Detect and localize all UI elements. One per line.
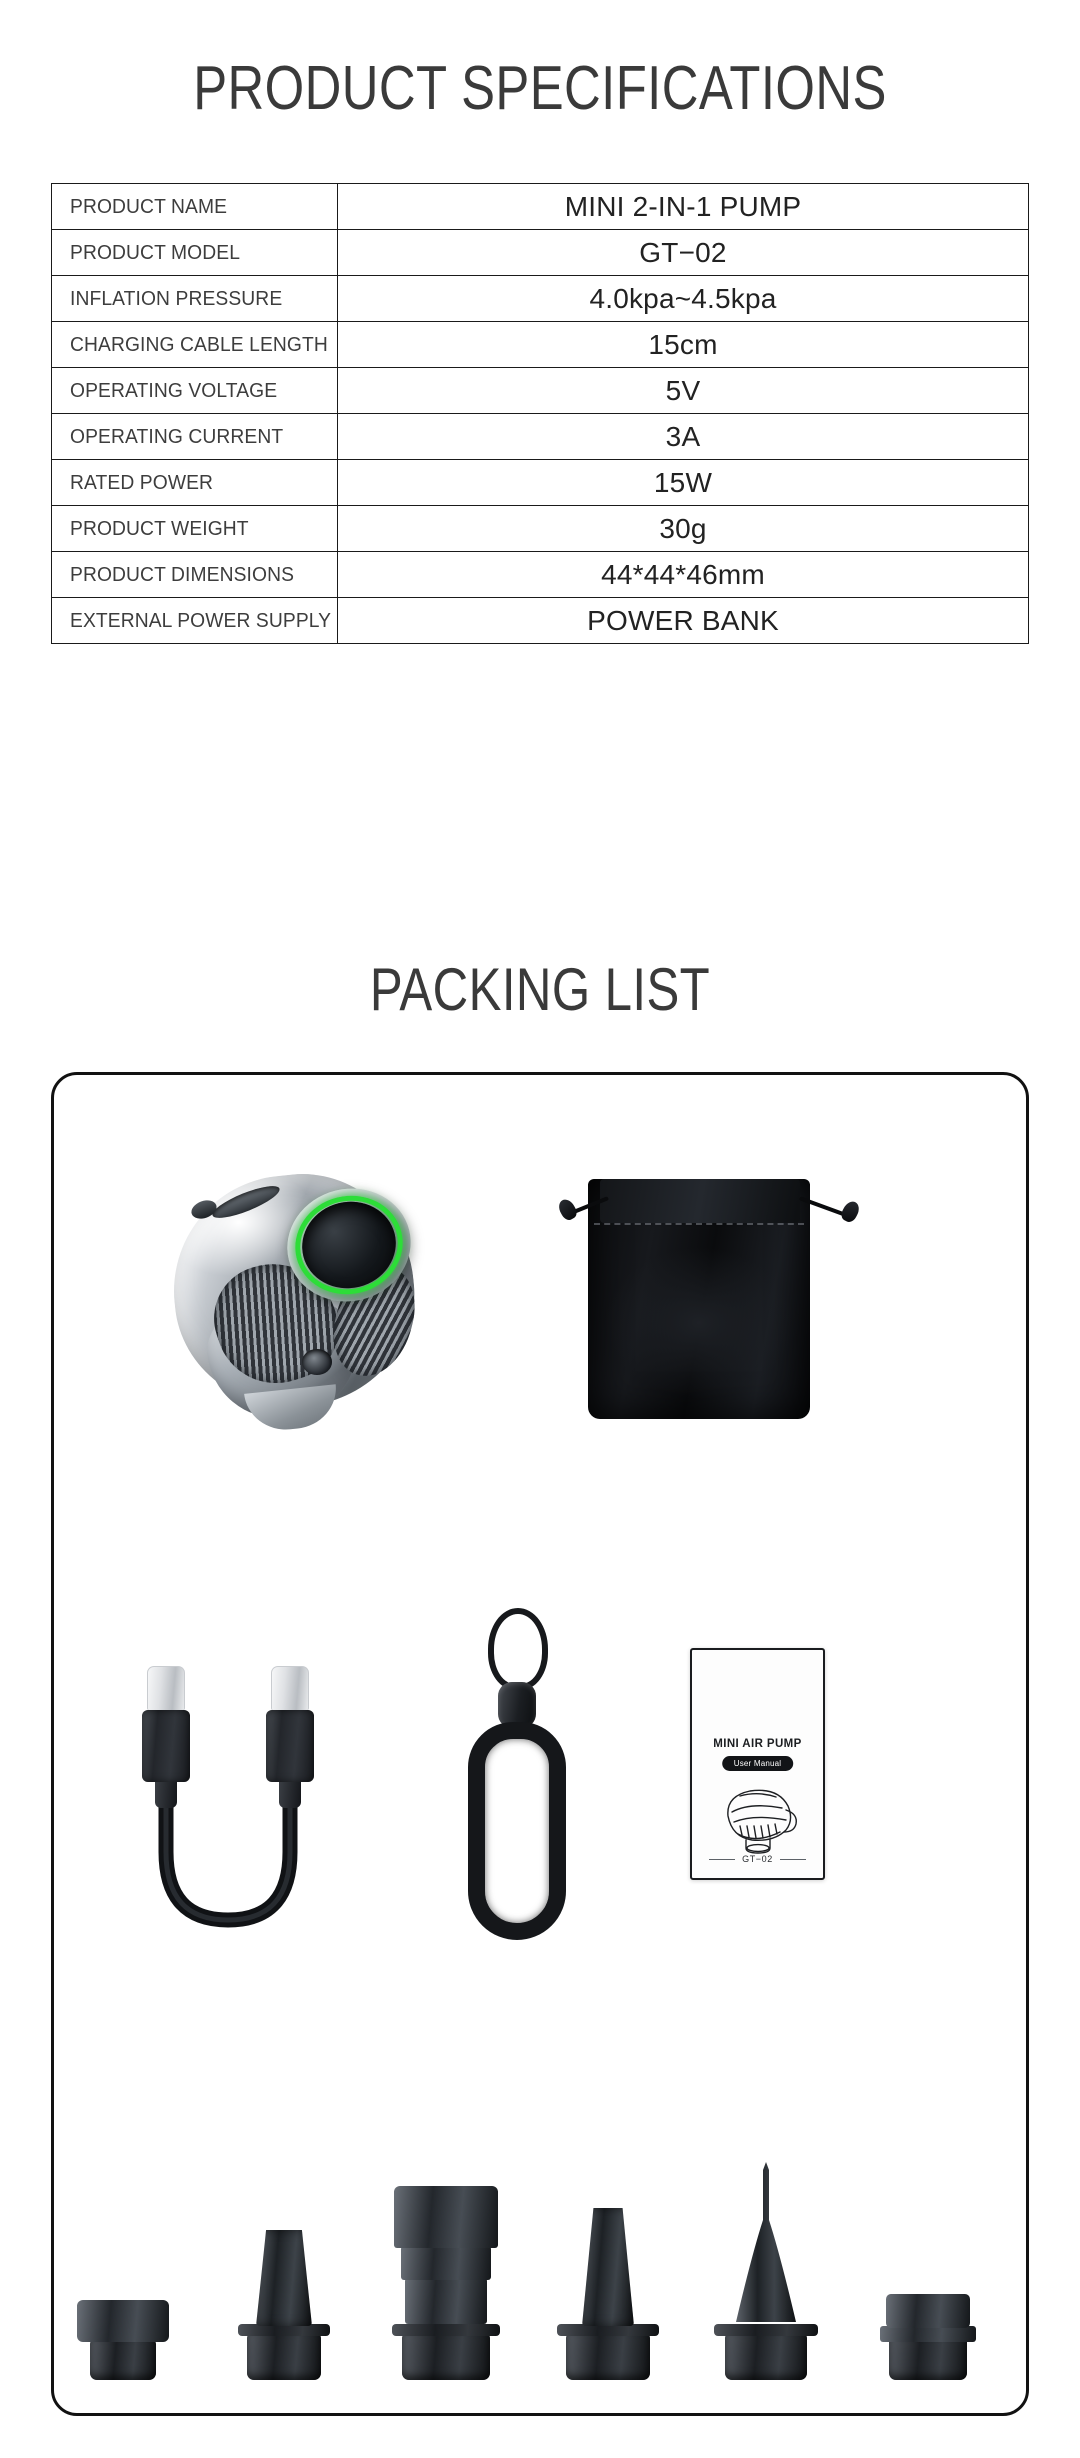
table-row <box>52 414 1029 460</box>
spec-key-label: OPERATING VOLTAGE <box>70 378 278 402</box>
nozzle-ring-stub <box>873 2260 983 2380</box>
nozzle-needle-thin <box>707 2130 825 2380</box>
spec-key-label: PRODUCT NAME <box>70 194 228 218</box>
table-row <box>52 460 1029 506</box>
nozzle-stepped-wide <box>381 2150 511 2380</box>
spec-key-cell <box>52 552 338 598</box>
manual-model-footer <box>692 1854 823 1864</box>
nozzle-step-middle <box>401 2246 491 2280</box>
nozzle-adapter-set-image <box>51 2120 1029 2380</box>
nozzle-step-lower <box>405 2278 487 2324</box>
spec-value-cell: MINI 2-IN-1 PUMP <box>338 184 1029 230</box>
velvet-storage-pouch-image <box>560 1145 860 1435</box>
nozzle-base <box>725 2334 807 2380</box>
spec-key-label: EXTERNAL POWER SUPPLY <box>70 608 332 632</box>
table-row <box>52 552 1029 598</box>
manual-rule-right <box>780 1859 806 1860</box>
manual-badge: User Manual <box>722 1756 794 1771</box>
manual-rule-left <box>709 1859 735 1860</box>
pouch-cord-tip-right <box>839 1199 862 1225</box>
spec-value-cell: 5V <box>338 368 1029 414</box>
manual-cover-card <box>690 1648 825 1880</box>
pump-air-port <box>293 1192 405 1298</box>
table-row <box>52 230 1029 276</box>
nozzle-tapered-narrow <box>549 2170 667 2380</box>
nozzle-needle-shape <box>734 2162 798 2326</box>
pump-power-button <box>302 1349 332 1375</box>
lanyard-strap-body <box>468 1722 566 1940</box>
nozzle-base <box>247 2334 321 2380</box>
table-row <box>52 322 1029 368</box>
nozzle-cone <box>256 2230 312 2326</box>
wrist-lanyard-image <box>430 1600 620 1950</box>
table-row <box>52 368 1029 414</box>
spec-key-cell <box>52 368 338 414</box>
nozzle-ring-head <box>886 2294 970 2328</box>
spec-value-cell: 44*44*46mm <box>338 552 1029 598</box>
usb-c-strain-relief <box>155 1782 177 1808</box>
mini-air-pump-image <box>150 1145 440 1435</box>
product-specifications-title: PRODUCT SPECIFICATIONS <box>193 54 887 123</box>
usb-c-housing <box>266 1710 314 1782</box>
usb-c-connector-left <box>142 1666 190 1808</box>
spec-value-cell: 3A <box>338 414 1029 460</box>
spec-key-cell <box>52 322 338 368</box>
spec-key-cell <box>52 276 338 322</box>
nozzle-base <box>402 2334 490 2380</box>
nozzle-base <box>889 2338 967 2380</box>
pump-base-nozzle <box>244 1384 340 1433</box>
nozzle-ring-flange <box>880 2326 976 2342</box>
pouch-cord-tip-left <box>556 1197 579 1223</box>
usb-c-housing <box>142 1710 190 1782</box>
packing-list-title: PACKING LIST <box>369 956 711 1023</box>
table-row <box>52 598 1029 644</box>
lanyard-top-loop <box>488 1608 548 1690</box>
user-manual-image <box>690 1648 910 1958</box>
spec-key-label: PRODUCT MODEL <box>70 240 241 264</box>
spec-key-label: CHARGING CABLE LENGTH <box>70 332 328 356</box>
spec-value-cell: GT−02 <box>338 230 1029 276</box>
usb-c-connector-right <box>266 1666 314 1808</box>
spec-key-label: OPERATING CURRENT <box>70 424 284 448</box>
manual-model-text: GT−02 <box>742 1854 773 1864</box>
nozzle-base <box>566 2334 650 2380</box>
nozzle-step-upper <box>394 2186 498 2248</box>
spec-key-label: RATED POWER <box>70 470 214 494</box>
usb-c-metal-tip <box>271 1666 309 1710</box>
specifications-table <box>51 183 1029 644</box>
spec-key-cell <box>52 184 338 230</box>
usb-c-cable-image <box>130 1620 440 1960</box>
nozzle-cone <box>582 2208 634 2326</box>
table-row <box>52 506 1029 552</box>
pouch-stitching-seam <box>594 1223 804 1225</box>
nozzle-base <box>90 2340 156 2380</box>
nozzle-flat-head <box>77 2300 169 2342</box>
spec-key-cell <box>52 414 338 460</box>
spec-value-cell: 15W <box>338 460 1029 506</box>
spec-value-cell: POWER BANK <box>338 598 1029 644</box>
spec-key-label: PRODUCT DIMENSIONS <box>70 562 295 586</box>
manual-pump-line-art <box>710 1782 806 1856</box>
table-row <box>52 276 1029 322</box>
spec-key-cell <box>52 230 338 276</box>
spec-value-cell: 30g <box>338 506 1029 552</box>
spec-key-cell <box>52 460 338 506</box>
usb-c-strain-relief <box>279 1782 301 1808</box>
spec-key-label: PRODUCT WEIGHT <box>70 516 249 540</box>
spec-value-cell: 4.0kpa~4.5kpa <box>338 276 1029 322</box>
usb-c-metal-tip <box>147 1666 185 1710</box>
nozzle-flange <box>392 2324 500 2336</box>
pouch-top-band <box>600 1179 800 1223</box>
spec-key-label: INFLATION PRESSURE <box>70 286 283 310</box>
spec-key-cell <box>52 506 338 552</box>
nozzle-flat-short <box>73 2260 173 2380</box>
manual-title: MINI AIR PUMP <box>713 1738 802 1750</box>
spec-value-cell: 15cm <box>338 322 1029 368</box>
spec-key-cell <box>52 598 338 644</box>
table-row <box>52 184 1029 230</box>
nozzle-tapered-medium <box>229 2190 339 2380</box>
